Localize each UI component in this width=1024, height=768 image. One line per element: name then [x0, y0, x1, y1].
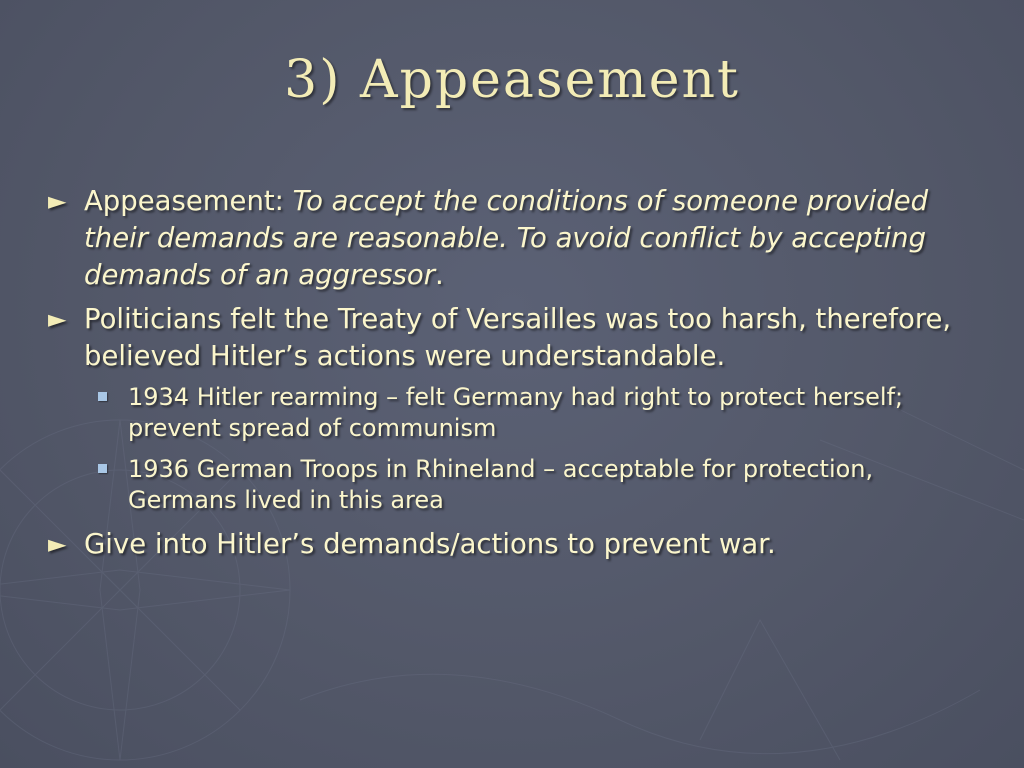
slide-title: 3) Appeasement	[284, 50, 740, 110]
bullet-appeasement-definition	[48, 183, 978, 294]
right-triangle-bullet-icon: ►	[48, 530, 67, 558]
bullet-give-into-demands	[48, 526, 978, 563]
sub-bullet-text: 1934 Hitler rearming – felt Germany had right to protect herself; prevent spread of communism	[128, 383, 904, 442]
square-bullet-icon	[98, 392, 107, 401]
right-triangle-bullet-icon: ►	[48, 187, 67, 215]
sub-bullet-text: 1936 German Troops in Rhineland – acceptable for protection, Germans lived in this area	[128, 455, 874, 514]
sub-bullet-1936	[48, 454, 978, 516]
bullet-text: Politicians felt the Treaty of Versailles was too harsh, therefore, believed Hitler’s actions were understandable.	[84, 303, 952, 372]
slide-content	[48, 183, 978, 570]
bullet-politicians	[48, 301, 978, 375]
square-bullet-icon	[98, 464, 107, 473]
definition-period: .	[435, 259, 444, 291]
right-triangle-bullet-icon: ►	[48, 305, 67, 333]
sub-bullet-1934	[48, 382, 978, 444]
bullet-text: Give into Hitler’s demands/actions to prevent war.	[84, 528, 776, 560]
definition-term: Appeasement:	[84, 185, 293, 217]
definition-text: To accept the conditions of someone provided their demands are reasonable. To avoid conflict by accepting demands of an aggressor	[84, 185, 929, 291]
